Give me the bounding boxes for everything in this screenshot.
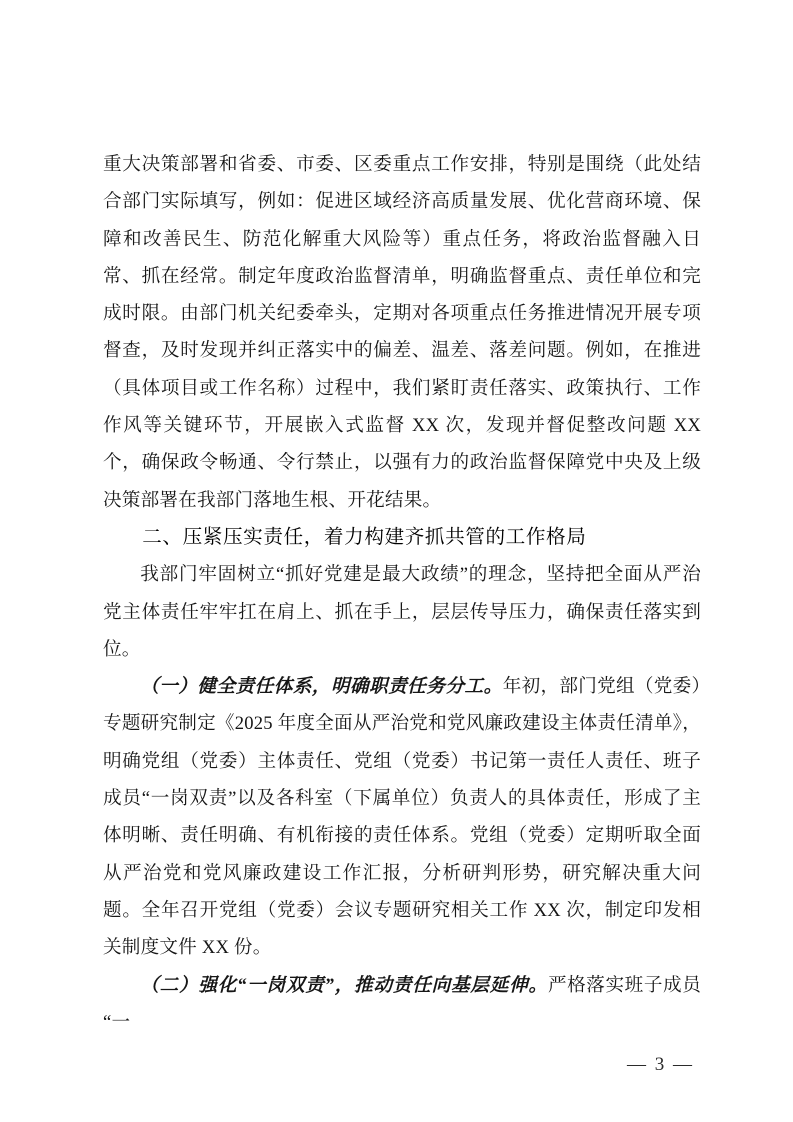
paragraph-text: 重大决策部署和省委、市委、区委重点工作安排，特别是围绕（此处结合部门实际填写，例如：促进区域经济高质量发展、优化营商环境、保障和改善民生、防范化解重大风险等）重点任务，将政治监督融入日常、抓在经常。制定年度政治监督清单，明确监督重点、责任单位和完成时限。由部门机关纪委牵头，定期对各项重点任务推进情况开展专项督查，及时发现并纠正落实中的偏差、温差、落差问题。例如，在推进（具体项目或工作名称）过程中，我们紧盯责任落实、政策执行、工作作风等关键环节，开展嵌入式监督 XX 次，发现并督促整改问题 XX 个，确保政令畅通、令行禁止，以强有力的政治监督保障党中央及上级决策部署在我部门落地生根、开花结果。 <box>103 154 701 511</box>
paragraph-text: 年初，部门党组（党委）专题研究制定《2025 年度全面从严治党和党风廉政建设主体责任清单》，明确党组（党委）主体责任、党组（党委）书记第一责任人责任、班子成员“一岗双责”以及各科室（下属单位）负责人的具体责任，形成了主体明晰、责任明确、有机衔接的责任体系。党组（党委）定期听取全面从严治党和党风廉政建设工作汇报，分析研判形势，研究解决重大问题。全年召开党组（党委）会议专题研究相关工作 XX 次，制定印发相关制度文件 XX 份。 <box>103 676 701 959</box>
paragraph-continuation <box>103 146 701 519</box>
paragraph-lead-text: （二）强化“一岗双责”，推动责任向基层延伸。 <box>140 974 548 996</box>
section-heading <box>103 519 701 556</box>
page-number: — 3 — <box>627 1054 694 1075</box>
page-footer <box>600 1029 694 1101</box>
paragraph-item-1 <box>103 668 701 966</box>
heading-text: 二、压紧压实责任，着力构建齐抓共管的工作格局 <box>142 525 587 548</box>
paragraph-lead-text: （一）健全责任体系，明确职责任务分工。 <box>140 676 503 698</box>
paragraph-overview <box>103 556 701 668</box>
document-content <box>103 146 701 1041</box>
paragraph-text: 我部门牢固树立“抓好党建是最大政绩”的理念，坚持把全面从严治党主体责任牢牢扛在肩上、抓在手上，层层传导压力，确保责任落实到位。 <box>103 564 701 660</box>
paragraph-text: 严格落实班子成员“一 <box>103 974 701 1033</box>
